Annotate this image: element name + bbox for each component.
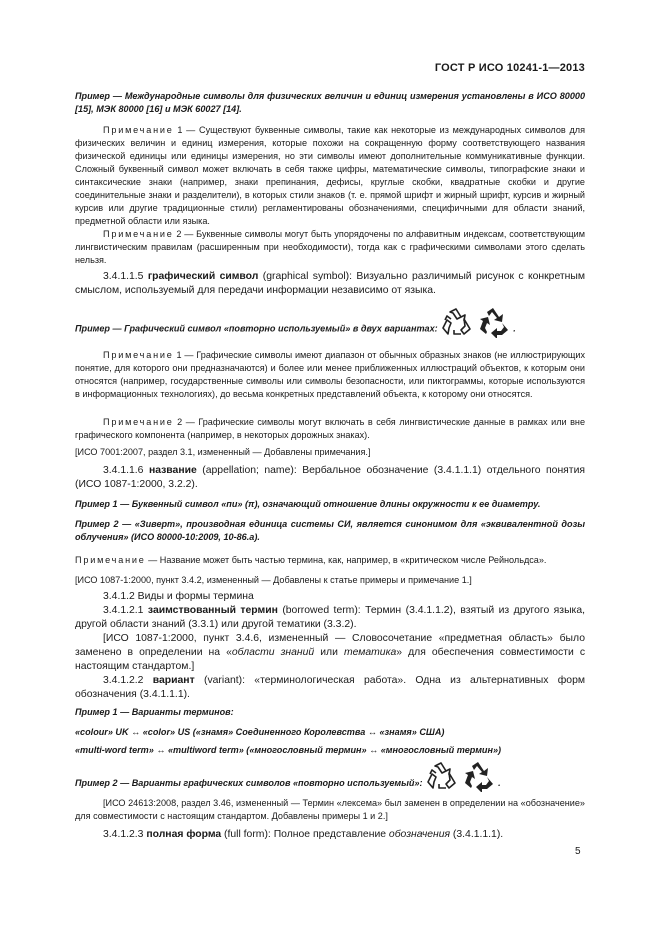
clause-3-4-1-2-1 (75, 604, 585, 632)
clause-3-4-1-2-2 (75, 674, 585, 702)
term: полная форма (146, 829, 222, 840)
ref-text: » для обеспечения совместимости с настоящим стандартом.] (75, 647, 586, 673)
note-label: Примечание (103, 350, 174, 360)
reference-iso-24613: [ИСО 24613:2008, раздел 3.46, измененный — Термин «лексема» был заменен в определении на «обозначение» для совместимости с настоящим стандартом. Добавлены примеры 1 и 2.] (75, 798, 585, 821)
example-2-sievert: Пример 2 — «Зиверт», производная единица системы СИ, является синонимом для «эквивалентной дозы облучения» (ИСО 80000-10:2009, 10-86.а). (75, 519, 585, 542)
term: вариант (152, 675, 195, 686)
clause-number: 3.4.1.1.5 (103, 271, 144, 282)
note-text: 1 — Существуют буквенные символы, такие как некоторые из международных символов для физических величин и единиц измерения, которые похожи на сокращенную форму соответствующего названия физической единицы или единицы измерения, но эти символы имеют дополнительные коммуникативные функции. Сложный буквенный символ может включать в себя также цифры, математические символы, типографские знаки и синтаксические знаки (например, знаки препинания, дефисы, круглые скобки, квадратные скобки и другие соединительные знаки и разделители), в которых стили знаков (т. е. прямой шрифт и жирный шрифт, курсив и жирный курсив или другие традиционные стили) регламентированы обозначениями, специфичными для области знаний, предметной области или языка. (75, 125, 585, 226)
definition: (full form): Полное представление (221, 829, 389, 840)
clause-3-4-1-2-3 (75, 828, 585, 842)
example-graphical-symbol (75, 306, 585, 340)
variant-colour: «colour» UK ↔ «color» US («знамя» Соединенного Королевства ↔ «знамя» США) (75, 727, 445, 737)
recycle-solid-icon (477, 306, 511, 352)
clause-3-4-1-1-6 (75, 464, 585, 492)
reference-iso-1087-3-4-6 (75, 632, 585, 675)
note-label: Примечание (103, 417, 174, 427)
note-1-graphical-symbols (75, 349, 585, 401)
page-number: 5 (575, 846, 581, 857)
reference-iso-7001: [ИСО 7001:2007, раздел 3.1, измененный — Добавлены примечания.] (75, 447, 371, 457)
example-text: Пример — Графический символ «повторно используемый» в двух вариантах: (75, 323, 438, 334)
definition: (borrowed term): Термин (3.4.1.1.2), взятый из другого языка, другой области знаний (3.3.1) или другой тематики (3.3.2). (75, 605, 585, 631)
definition-italic: обозначения (388, 829, 451, 840)
definition: (variant): «терминологическая работа». Одна из альтернативных форм обозначения (3.4.1.1.1). (75, 675, 585, 701)
example-text: Пример 2 — Варианты графических символов «повторно используемый»: (75, 777, 423, 788)
note-text: 2 — Графические символы могут включать в себя лингвистические данные в рамках или вне графического компонента (например, в некоторых дорожных знаках). (75, 417, 585, 440)
note-text: 1 — Графические символы имеют диапазон от обычных образных знаков (не иллюстрирующих понятие, для которого они предназначаются) и более или менее приближенных иллюстраций объектов, к которым они относятся (например, государственные символы или символы безопасности, или пиктограммы, которые используются в информационных технологиях), до весьма конкретных представлений объекта, к которому они относятся. (75, 350, 585, 399)
standard-code: ГОСТ Р ИСО 10241-1—2013 (434, 62, 585, 74)
note-text: 2 — Буквенные символы могут быть упорядочены по алфавитным индексам, соответствующим лингвистическим правилам (расширенным при необходимости), тогда как с графическими символами этого сделать нельзя. (75, 229, 585, 265)
example-2-graphical-variants (75, 760, 585, 796)
example-intl-symbols: Пример — Международные символы для физических величин и единиц измерения установлены в ИСО 80000 [15], МЭК 80000 [16] и МЭК 60027 [14]. (75, 91, 585, 114)
ref-text: или (314, 647, 344, 659)
variant-multiword: «multi-word term» ↔ «multiword term» («многословный термин» ↔ «многословный термин») (75, 745, 502, 755)
term: заимствованный термин (147, 605, 278, 616)
definition: (graphical symbol): Визуально различимый рисунок с конкретным смыслом, используемый для передачи информации независимо от языка. (75, 271, 585, 297)
note-2-graphical-symbols (75, 416, 585, 442)
note-1-letter-symbols (75, 124, 585, 228)
note-text: — Название может быть частью термина, как, например, в «критическом числе Рейнольдса». (145, 555, 547, 565)
reference-iso-1087-3-4-2: [ИСО 1087-1:2000, пункт 3.4.2, измененный — Добавлены к статье примеры и примечание 1.] (75, 575, 472, 585)
ref-italic: области знаний (231, 647, 315, 659)
clause-number: 3.4.1.2.1 (103, 605, 144, 616)
section-heading-3-4-1-2: 3.4.1.2 Виды и формы термина (103, 591, 254, 602)
note-appellation (75, 554, 585, 567)
term: название (148, 465, 197, 476)
definition: (appellation; name): Вербальное обозначение (3.4.1.1.1) отдельного понятия (ИСО 1087-1:2000, 3.2.2). (75, 465, 586, 491)
note-label: Примечание (103, 125, 174, 135)
example-1-pi: Пример 1 — Буквенный символ «пи» (π), означающий отношение длины окружности к ее диаметру. (75, 499, 541, 509)
definition-tail: (3.4.1.1.1). (450, 829, 504, 840)
term: графический символ (147, 271, 259, 282)
note-label: Примечание (103, 229, 174, 239)
example-1-variants: Пример 1 — Варианты терминов: (75, 707, 234, 717)
note-2-letter-symbols (75, 228, 585, 267)
period-mark: . (498, 777, 501, 788)
ref-text: [ИСО 1087-1:2000, пункт 3.4.6, измененный — Словосочетание «предметная область» было заменено в определении на « (75, 633, 585, 659)
clause-number: 3.4.1.1.6 (103, 465, 144, 476)
clause-3-4-1-1-5 (75, 270, 585, 298)
clause-number: 3.4.1.2.2 (103, 675, 144, 686)
ref-italic: тематика (343, 647, 397, 659)
clause-number: 3.4.1.2.3 (103, 829, 144, 840)
note-label: Примечание (75, 555, 146, 565)
period-mark: . (513, 323, 516, 334)
recycle-outline-icon (440, 306, 474, 352)
